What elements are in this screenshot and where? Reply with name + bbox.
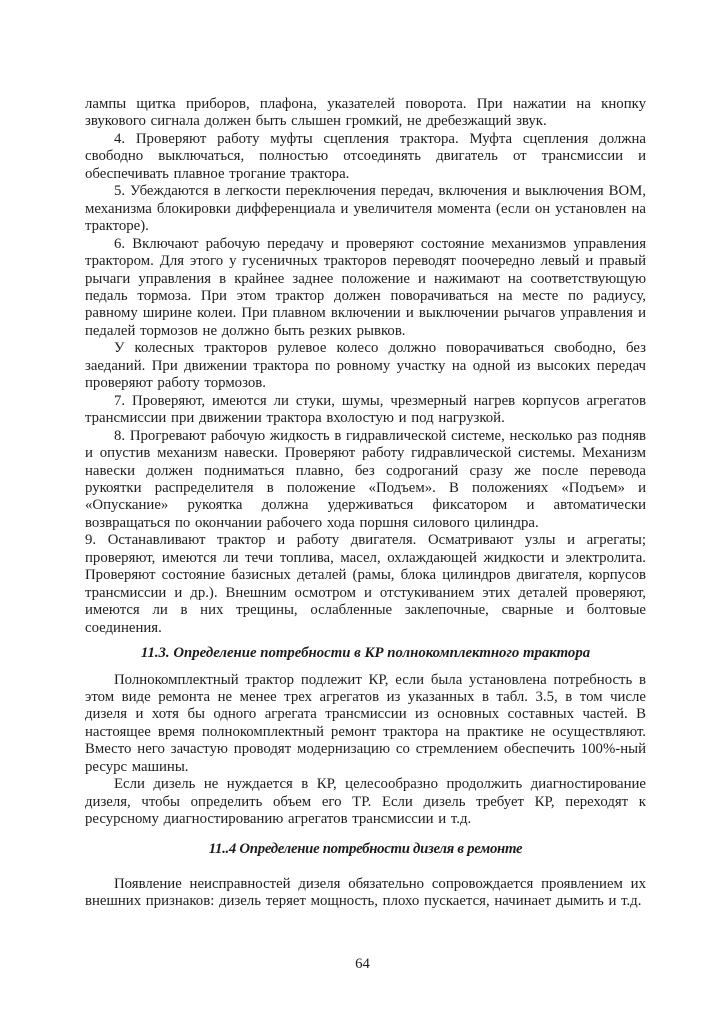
numbered-item-7: 7. Проверяют, имеются ли стуки, шумы, чрезмерный нагрев корпусов агрегатов трансмиссии при движении трактора вхолостую и под нагрузкой.	[85, 392, 646, 427]
numbered-item-4: 4. Проверяют работу муфты сцепления трактора. Муфта сцепления должна свободно выключаться, полностью отсоединять двигатель от трансмиссии и обеспечивать плавное трогание трактора.	[85, 130, 646, 182]
numbered-item-5: 5. Убеждаются в легкости переключения передач, включения и выключения ВОМ, механизма блокировки дифференциала и увеличителя момента (если он установлен на тракторе).	[85, 183, 646, 235]
paragraph: Полнокомплектный трактор подлежит КР, если была установлена потребность в этом виде ремонта не менее трех агрегатов из указанных в табл. 3.5, в том числе дизеля и хотя бы одного агрегата трансмиссии из основных составных частей. В настоящее время полнокомплектный ремонт трактора на практике не осуществляют. Вместо него зачастую проводят модернизацию со стремлением обеспечить 100%-ный ресурс машины.	[85, 671, 646, 775]
numbered-item-9: 9. Останавливают трактор и работу двигателя. Осматривают узлы и агрегаты; проверяют, имеются ли течи топлива, масел, охлаждающей жидкости и электролита. Проверяют состояние базисных деталей (рамы, блока цилиндров двигателя, корпусов трансмиссии и др.). Внешним осмотром и отстукиванием этих деталей проверяют, имеются ли в них трещины, ослабленные заклепочные, сварные и болтовые соединения.	[85, 532, 646, 636]
paragraph: У колесных тракторов рулевое колесо должно поворачиваться свободно, без заеданий. При движении трактора по ровному участку на одной из высоких передач проверяют работу тормозов.	[85, 340, 646, 392]
numbered-item-6: 6. Включают рабочую передачу и проверяют состояние механизмов управления трактором. Для этого у гусеничных тракторов переводят поочередно левый и правый рычаги управления в крайнее заднее положение и нажимают на соответствующую педаль тормоза. При этом трактор должен поворачиваться на месте по радиусу, равному ширине колеи. При плавном включении и выключении рычагов управления и педалей тормозов не должно быть резких рывков.	[85, 235, 646, 339]
paragraph: Если дизель не нуждается в КР, целесообразно продолжить диагностирование дизеля, чтобы определить объем его ТР. Если дизель требует КР, переходят к ресурсному диагностированию агрегатов трансмиссии и т.д.	[85, 776, 646, 828]
paragraph: Появление неисправностей дизеля обязательно сопровождается проявлением их внешних признаков: дизель теряет мощность, плохо пускается, начинает дымить и т.д.	[85, 876, 646, 910]
section-heading-11-4: 11..4 Определение потребности дизеля в ремонте	[208, 840, 523, 857]
section-heading-11-3: 11.3. Определение потребности в КР полнокомплектного трактора	[140, 645, 591, 662]
page-number: 64	[355, 956, 370, 972]
paragraph: лампы щитка приборов, плафона, указателей поворота. При нажатии на кнопку звукового сигнала должен быть слышен громкий, не дребезжащий звук.	[85, 96, 646, 130]
document-text	[85, 96, 646, 911]
numbered-item-8: 8. Прогревают рабочую жидкость в гидравлической системе, несколько раз подняв и опустив механизм навески. Проверяют работу гидравлической системы. Механизм навески должен подниматься плавно, без содроганий сразу же после перевода рукоятки распределителя в положение «Подъем». В положениях «Подъем» и «Опускание» рукоятка должна удерживаться фиксатором и автоматически возвращаться по окончании рабочего хода поршня силового цилиндра.	[85, 427, 646, 531]
